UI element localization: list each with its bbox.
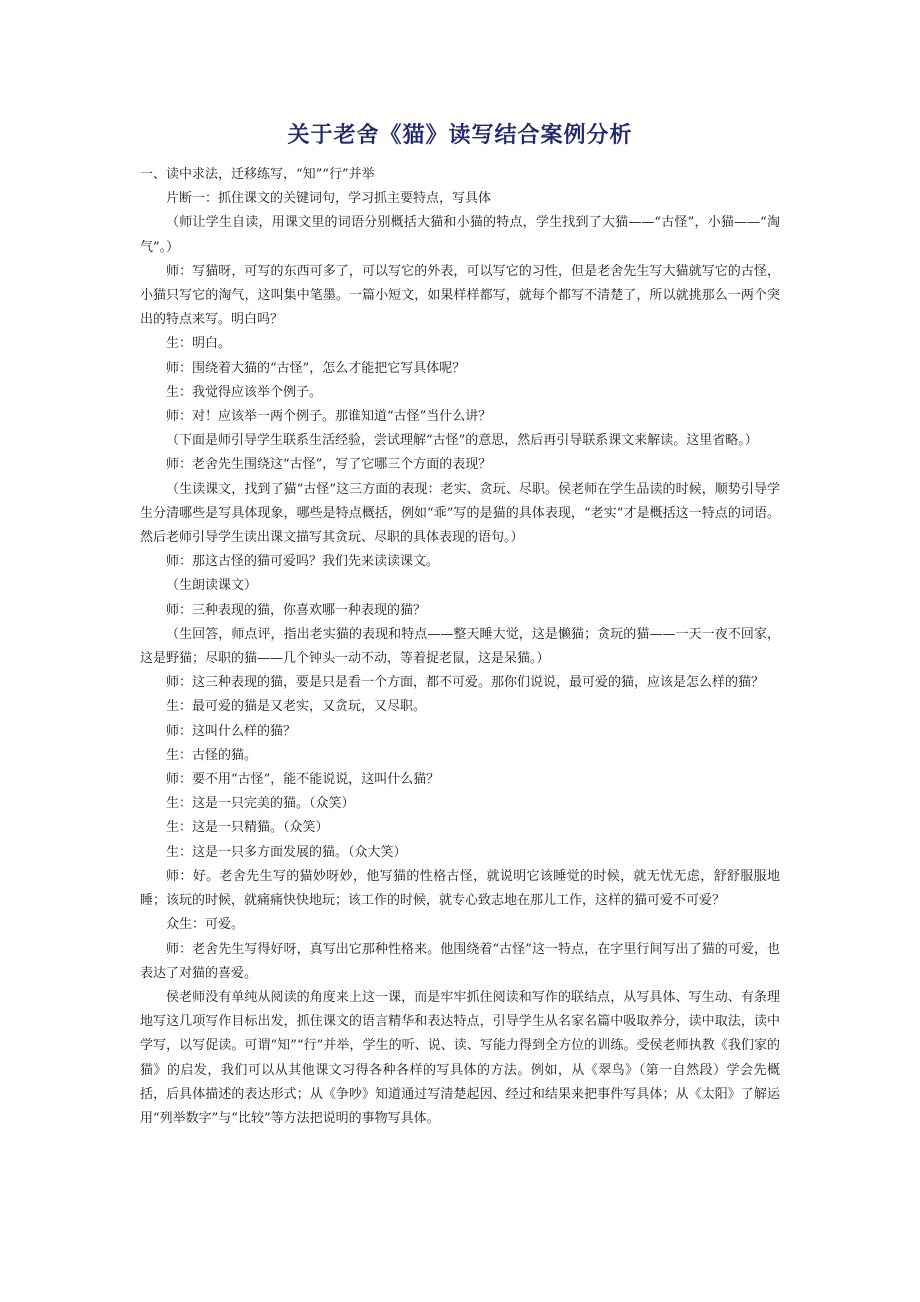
paragraph: 生：这是一只完美的猫。（众笑） — [166, 796, 355, 812]
paragraph: （生朗读课文） — [166, 578, 258, 594]
paragraph: 生：最可爱的猫是又老实，又贪玩，又尽职。 — [166, 699, 427, 715]
paragraph: （下面是师引导学生联系生活经验，尝试理解“古怪”的意思，然后再引导联系课文来解读。这里省略。） — [166, 433, 758, 449]
document-body — [140, 163, 780, 1131]
paragraph: 生：明白。 — [166, 336, 232, 352]
paragraph: 师：好。老舍先生写的猫妙呀妙，他写猫的性格古怪，就说明它该睡觉的时候，就无忧无虑，舒舒服服地睡；该玩的时候，就痛痛快快地玩；该工作的时候，就专心致志地在那儿工作，这样的猫可爱不可爱？ — [140, 868, 780, 909]
paragraph: （生读课文，找到了猫“古怪”这三方面的表现：老实、贪玩、尽职。侯老师在学生品读的时候，顺势引导学生分清哪些是写具体现象，哪些是特点概括，例如“乖”写的是猫的具体表现，“老实”才是概括这一特点的词语。然后老师引导学生读出课文描写其贪玩、尽职的具体表现的语句。） — [140, 481, 780, 546]
paragraph: 师：老舍先生写得好呀，真写出它那种性格来。他围绕着“古怪”这一特点，在字里行间写出了猫的可爱，也表达了对猫的喜爱。 — [140, 941, 780, 981]
section-heading: 一、读中求法，迁移练写，“知”“行”并举 — [140, 167, 375, 182]
paragraph: 师：三种表现的猫，你喜欢哪一种表现的猫？ — [166, 602, 427, 618]
paragraph: 师：要不用“古怪”，能不能说说，这叫什么猫？ — [166, 772, 440, 788]
paragraph: 生：古怪的猫。 — [166, 747, 258, 763]
paragraph: 师：这三种表现的猫，要是只是看一个方面，都不可爱。那你们说说，最可爱的猫，应该是怎么样的猫？ — [166, 675, 765, 691]
document-title: 关于老舍《猫》读写结合案例分析 — [287, 123, 633, 148]
paragraph: 师：老舍先生围绕这“古怪”，写了它哪三个方面的表现？ — [166, 457, 492, 473]
paragraph: 师：这叫什么样的猫？ — [166, 723, 297, 739]
paragraph: 侯老师没有单纯从阅读的角度来上这一课，而是牢牢抓住阅读和写作的联结点，从写具体、写生动、有条理地写这几项写作目标出发，抓住课文的语言精华和表达特点，引导学生从名家名篇中吸取养分，读中取法，读中学写，以写促读。可谓“知”“行”并举，学生的听、说、读、写能力得到全方位的训练。受侯老师执教《我们家的猫》的启发，我们可以从其他课文习得各种各样的写具体的方法。例如，从《翠鸟》（第一自然段）学会先概括，后具体描述的表达形式；从《争吵》知道通过写清楚起因、经过和结果来把事件写具体；从《太阳》了解运用“列举数字”与“比较”等方法把说明的事物写具体。 — [140, 989, 780, 1126]
paragraph: 师：写猫呀，可写的东西可多了，可以写它的外表，可以写它的习性，但是老舍先生写大猫就写它的古怪，小猫只写它的淘气，这叫集中笔墨。一篇小短文，如果样样都写，就每个都写不清楚了，所以就挑那么一两个突出的特点来写。明白吗？ — [140, 263, 780, 328]
paragraph: 师：对！应该举一两个例子。那谁知道“古怪”当什么讲？ — [166, 409, 492, 425]
paragraph: 师：围绕着大猫的“古怪”，怎么才能把它写具体呢？ — [166, 360, 466, 376]
paragraph: （生回答，师点评，指出老实猫的表现和特点——整天睡大觉，这是懒猫；贪玩的猫——一天一夜不回家，这是野猫；尽职的猫——几个钟头一动不动，等着捉老鼠，这是呆猫。） — [140, 626, 780, 667]
paragraph: 生：这是一只多方面发展的猫。（众大笑） — [166, 844, 407, 860]
paragraph: 众生：可爱。 — [166, 917, 245, 933]
paragraph: 生：这是一只精猫。（众笑） — [166, 820, 329, 836]
paragraph: 生：我觉得应该举个例子。 — [166, 384, 323, 400]
paragraph: 片断一：抓住课文的关键词句，学习抓主要特点，写具体 — [166, 191, 492, 207]
paragraph: 师：那这古怪的猫可爱吗？我们先来读读课文。 — [166, 554, 440, 570]
paragraph: （师让学生自读，用课文里的词语分别概括大猫和小猫的特点，学生找到了大猫——“古怪”，小猫——“淘气”。） — [140, 215, 780, 255]
